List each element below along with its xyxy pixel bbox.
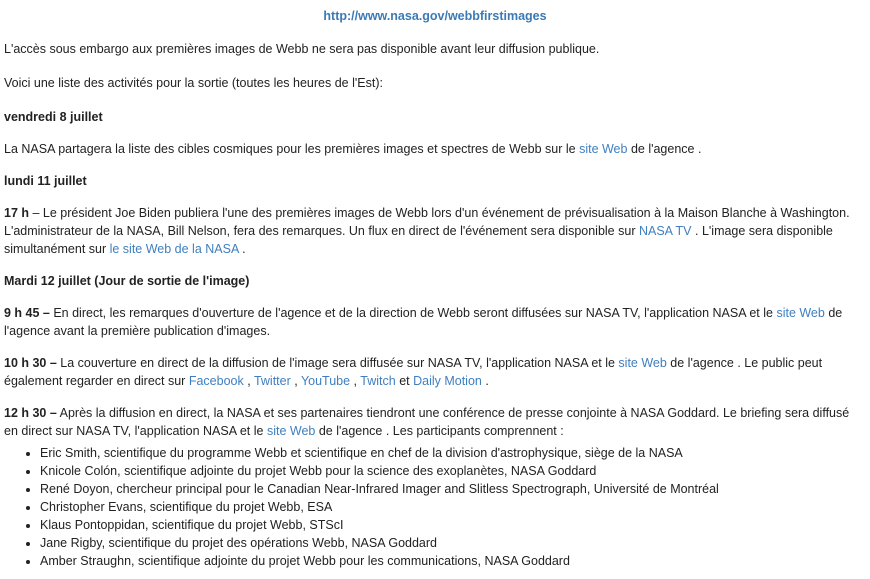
text: , <box>350 374 361 388</box>
text: et <box>395 374 414 388</box>
daily-motion-link[interactable]: Daily Motion <box>413 374 482 388</box>
friday-paragraph <box>4 140 866 158</box>
event-0945 <box>4 304 866 340</box>
text: de l'agence . Le public peut également regarder en direct sur <box>4 356 823 388</box>
list-item: • Jane Rigby, scientifique du projet des opérations Webb, NASA Goddard <box>40 534 866 552</box>
list-item: • Eric Smith, scientifique du programme Webb et scientifique en chef de la division d'astrophysique, siège de la NASA <box>40 444 866 462</box>
day-heading-friday: vendredi 8 juillet <box>4 110 103 124</box>
text: de l'agence avant la première publication d'images. <box>4 306 843 338</box>
time-label: 10 h 30 – <box>4 356 57 370</box>
nasa-site-link[interactable]: le site Web de la NASA <box>109 242 239 256</box>
time-label: 12 h 30 – <box>4 406 57 420</box>
day-heading-tuesday: Mardi 12 juillet (Jour de sortie de l'image) <box>4 274 250 288</box>
list-item: • Christopher Evans, scientifique du projet Webb, ESA <box>40 498 866 516</box>
text: . <box>481 374 489 388</box>
time-label: 17 h <box>4 206 30 220</box>
twitter-link[interactable]: Twitter <box>253 374 291 388</box>
text: , <box>290 374 301 388</box>
time-label: 9 h 45 – <box>4 306 50 320</box>
list-item: • Knicole Colón, scientifique adjointe du projet Webb pour la science des exoplanètes, NASA Goddard <box>40 462 866 480</box>
top-link-container <box>4 0 866 29</box>
event-1030 <box>4 354 866 390</box>
list-item: • Klaus Pontoppidan, scientifique du projet Webb, STScI <box>40 516 866 534</box>
embargo-paragraph: L'accès sous embargo aux premières images de Webb ne sera pas disponible avant leur diffusion publique. <box>4 42 600 56</box>
text: , <box>243 374 254 388</box>
text: La couverture en direct de la diffusion de l'image sera diffusée sur NASA TV, l'application NASA et le <box>56 356 619 370</box>
webb-first-images-link[interactable]: http://www.nasa.gov/webbfirstimages <box>323 9 547 23</box>
list-item: • René Doyon, chercheur principal pour le Canadian Near-Infrared Imager and Slitless Spectrograph, Université de Montréal <box>40 480 866 498</box>
text: – Le président Joe Biden publiera l'une des premières images de Webb lors d'un événement de prévisualisation à la Maison Blanche à Washington. L'administrateur de la NASA, Bill Nelson, fera des remarques. Un flux en direct de l'événement sera disponible sur <box>4 206 850 238</box>
agency-site-link[interactable]: site Web <box>776 306 825 320</box>
text: de l'agence . Les participants comprennent : <box>315 424 564 438</box>
text: Après la diffusion en direct, la NASA et ses partenaires tiendront une conférence de presse conjointe à NASA Goddard. Le briefing sera diffusé en direct sur NASA TV, l'application NASA et le <box>4 406 850 438</box>
agency-site-link[interactable]: site Web <box>266 424 316 438</box>
agency-site-link[interactable]: site Web <box>618 356 667 370</box>
text: En direct, les remarques d'ouverture de l'agence et de la direction de Webb seront diffusées sur NASA TV, l'application NASA et le <box>49 306 777 320</box>
participants-list <box>4 444 866 570</box>
youtube-link[interactable]: YouTube <box>300 374 351 388</box>
text: . L'image sera disponible simultanément sur <box>4 224 833 256</box>
intro-paragraph: Voici une liste des activités pour la sortie (toutes les heures de l'Est): <box>4 76 383 90</box>
nasa-tv-link[interactable]: NASA TV <box>638 224 692 238</box>
event-1230 <box>4 404 866 440</box>
text: La NASA partagera la liste des cibles cosmiques pour les premières images et spectres de Webb sur le <box>4 142 580 156</box>
list-item: • Amber Straughn, scientifique adjointe du projet Webb pour les communications, NASA Goddard <box>40 552 866 570</box>
facebook-link[interactable]: Facebook <box>188 374 244 388</box>
text: de l'agence . <box>627 142 702 156</box>
twitch-link[interactable]: Twitch <box>360 374 396 388</box>
text: . <box>238 242 246 256</box>
day-heading-monday: lundi 11 juillet <box>4 174 87 188</box>
agency-site-link[interactable]: site Web <box>579 142 628 156</box>
monday-paragraph <box>4 204 866 258</box>
